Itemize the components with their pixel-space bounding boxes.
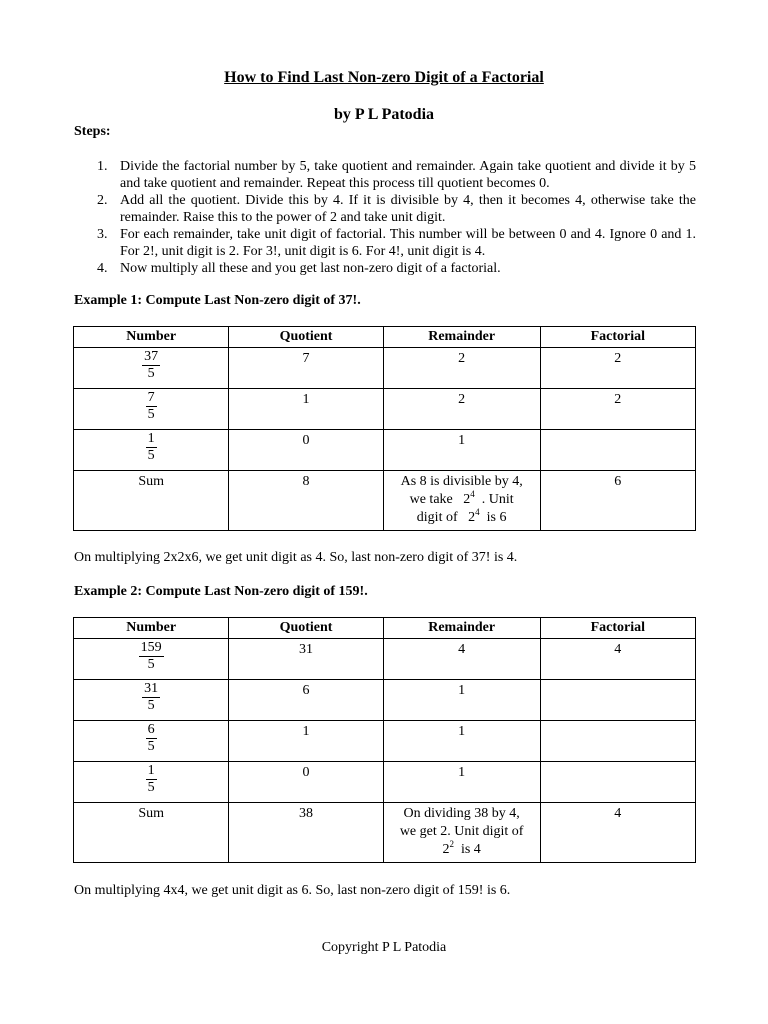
- remainder-cell: 1: [383, 430, 540, 471]
- sum-remainder-line: digit of: [416, 510, 458, 525]
- factorial-cell: [540, 762, 695, 803]
- number-cell: [74, 348, 229, 389]
- step-text: Divide the factorial number by 5, take quotient and remainder. Again take quotient and divide it by 5 and take quotient and remainder. Repeat this process till quotient becomes 0.: [120, 159, 696, 191]
- fraction-denominator: 5: [147, 657, 155, 672]
- header-number: Number: [74, 327, 229, 348]
- header-remainder: Remainder: [383, 618, 540, 639]
- number-cell: [74, 762, 229, 803]
- step-number: 3.: [97, 227, 108, 242]
- number-cell: [74, 721, 229, 762]
- quotient-cell: 1: [229, 721, 383, 762]
- example1-table: [73, 326, 696, 531]
- fraction-numerator: 7: [147, 390, 155, 405]
- table-row: [74, 721, 696, 762]
- header-factorial: Factorial: [540, 327, 695, 348]
- fraction-numerator: 31: [144, 681, 159, 696]
- table-row: [74, 639, 696, 680]
- sum-remainder-line: we get 2. Unit digit of: [399, 824, 524, 839]
- power-base: 2: [463, 492, 471, 507]
- remainder-cell: 2: [383, 348, 540, 389]
- sum-remainder-text: [392, 473, 532, 527]
- number-cell: [74, 680, 229, 721]
- sum-remainder-line: As 8 is divisible by 4,: [400, 474, 523, 489]
- example2-conclusion: On multiplying 4x4, we get unit digit as 6. So, last non-zero digit of 159! is 6.: [74, 883, 511, 898]
- example2-table: [73, 617, 696, 863]
- remainder-cell: 1: [383, 680, 540, 721]
- quotient-cell: 0: [229, 430, 383, 471]
- sum-label-cell: Sum: [74, 471, 229, 531]
- fraction-denominator: 5: [147, 780, 155, 795]
- remainder-cell: 1: [383, 762, 540, 803]
- header-remainder: Remainder: [383, 327, 540, 348]
- step-number: 2.: [97, 193, 108, 208]
- sum-remainder-line: is 6: [486, 510, 507, 525]
- fraction: [139, 640, 164, 673]
- table-row: [74, 680, 696, 721]
- power-base: 2: [468, 510, 476, 525]
- sum-remainder-cell: [383, 471, 540, 531]
- power-base: 2: [442, 842, 450, 857]
- quotient-cell: 0: [229, 762, 383, 803]
- header-quotient: Quotient: [229, 327, 383, 348]
- fraction-numerator: 159: [140, 640, 162, 655]
- remainder-cell: 1: [383, 721, 540, 762]
- remainder-cell: 4: [383, 639, 540, 680]
- quotient-cell: 1: [229, 389, 383, 430]
- sum-remainder-line: . Unit: [481, 492, 514, 507]
- factorial-cell: 2: [540, 348, 695, 389]
- table-row: [74, 348, 696, 389]
- sum-row: [74, 471, 696, 531]
- remainder-cell: 2: [383, 389, 540, 430]
- header-factorial: Factorial: [540, 618, 695, 639]
- document-author: by P L Patodia: [333, 106, 435, 123]
- fraction: [142, 681, 160, 714]
- quotient-cell: 6: [229, 680, 383, 721]
- sum-remainder-line: On dividing 38 by 4,: [403, 806, 520, 821]
- table-header-row: [74, 618, 696, 639]
- copyright-footer: Copyright P L Patodia: [321, 940, 447, 955]
- header-number: Number: [74, 618, 229, 639]
- fraction: [146, 431, 157, 464]
- document-title: How to Find Last Non-zero Digit of a Factorial: [224, 69, 544, 86]
- fraction: [142, 349, 160, 382]
- factorial-cell: 4: [540, 639, 695, 680]
- step-item: [74, 226, 696, 260]
- example2-heading: Example 2: Compute Last Non-zero digit of 159!.: [74, 584, 368, 599]
- step-number: 1.: [97, 159, 108, 174]
- step-text: Add all the quotient. Divide this by 4. If it is divisible by 4, then it becomes 4, otherwise take the remainder. Raise this to the power of 2 and take unit digit.: [120, 193, 696, 225]
- fraction: [146, 722, 157, 755]
- table-row: [74, 762, 696, 803]
- header-quotient: Quotient: [229, 618, 383, 639]
- quotient-cell: 31: [229, 639, 383, 680]
- fraction-numerator: 37: [144, 349, 159, 364]
- fraction-denominator: 5: [147, 698, 155, 713]
- sum-remainder-line: we take: [409, 492, 453, 507]
- step-item: [74, 260, 696, 277]
- steps-heading: Steps:: [74, 124, 111, 139]
- fraction-denominator: 5: [147, 407, 155, 422]
- sum-factorial-cell: 4: [540, 803, 695, 863]
- fraction-denominator: 5: [147, 739, 155, 754]
- steps-list: [74, 158, 696, 277]
- fraction-numerator: 6: [147, 722, 155, 737]
- table-row: [74, 389, 696, 430]
- sum-quotient-cell: 8: [229, 471, 383, 531]
- fraction-denominator: 5: [147, 366, 155, 381]
- number-cell: [74, 389, 229, 430]
- example1-conclusion: On multiplying 2x2x6, we get unit digit as 4. So, last non-zero digit of 37! is 4.: [74, 550, 518, 565]
- step-text: Now multiply all these and you get last non-zero digit of a factorial.: [120, 261, 501, 276]
- factorial-cell: [540, 430, 695, 471]
- power-exponent: 4: [470, 489, 475, 499]
- sum-label-cell: Sum: [74, 803, 229, 863]
- factorial-cell: [540, 680, 695, 721]
- step-number: 4.: [97, 261, 108, 276]
- number-cell: [74, 430, 229, 471]
- sum-remainder-line: is 4: [460, 842, 481, 857]
- number-cell: [74, 639, 229, 680]
- fraction-numerator: 1: [147, 763, 155, 778]
- sum-remainder-cell: [383, 803, 540, 863]
- power-exponent: 4: [475, 507, 480, 517]
- sum-factorial-cell: 6: [540, 471, 695, 531]
- fraction: [146, 763, 157, 796]
- factorial-cell: [540, 721, 695, 762]
- fraction-numerator: 1: [147, 431, 155, 446]
- step-text: For each remainder, take unit digit of factorial. This number will be between 0 and 4. Ignore 0 and 1. For 2!, unit digit is 2. For 3!, unit digit is 6. For 4!, unit digit is 4.: [120, 227, 696, 259]
- step-item: [74, 158, 696, 192]
- sum-quotient-cell: 38: [229, 803, 383, 863]
- fraction: [146, 390, 157, 423]
- step-item: [74, 192, 696, 226]
- sum-row: [74, 803, 696, 863]
- power-exponent: 2: [449, 839, 454, 849]
- factorial-cell: 2: [540, 389, 695, 430]
- table-header-row: [74, 327, 696, 348]
- table-row: [74, 430, 696, 471]
- example1-heading: Example 1: Compute Last Non-zero digit of 37!.: [74, 293, 361, 308]
- quotient-cell: 7: [229, 348, 383, 389]
- fraction-denominator: 5: [147, 448, 155, 463]
- sum-remainder-text: [392, 805, 532, 859]
